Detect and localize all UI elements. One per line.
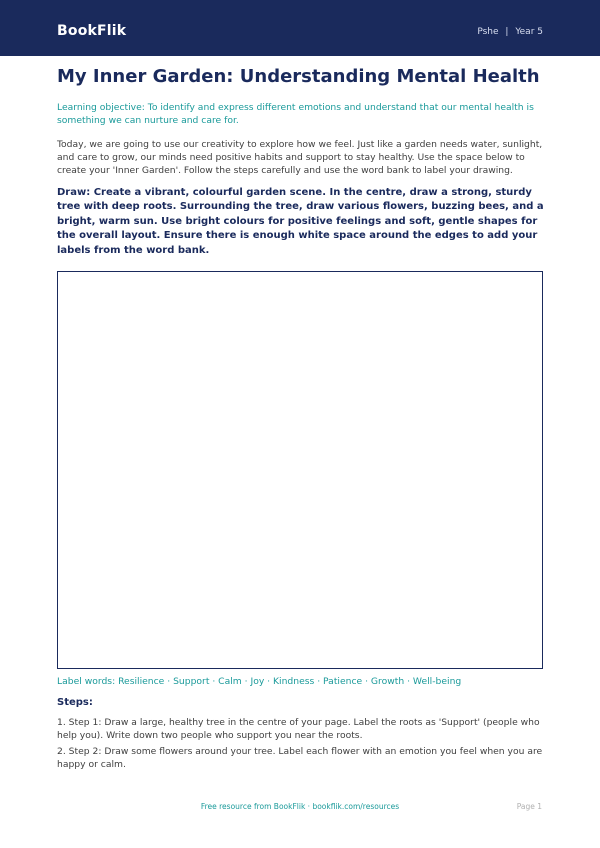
word-bank: Label words: Resilience · Support · Calm · Joy · Kindness · Patience · Growth · Well-being	[57, 676, 462, 687]
subject-label: Pshe	[477, 27, 499, 37]
draw-instruction: Draw: Create a vibrant, colourful garden scene. In the centre, draw a strong, sturdy tree with deep roots. Surrounding the tree, draw various flowers, buzzing bees, and a bright, warm sun. Use bright colours for positive feelings and soft, gentle shapes for the overall layout. Ensure there is enough white space around the edges to add your labels from the word bank.	[57, 187, 544, 256]
header-separator: |	[505, 27, 509, 37]
year-label: Year 5	[515, 27, 543, 37]
steps-heading: Steps:	[57, 697, 93, 708]
header-bar	[0, 0, 600, 56]
subject-year-label	[477, 27, 543, 37]
learning-objective: Learning objective: To identify and express different emotions and understand that our mental health is something we can nurture and care for.	[57, 102, 534, 126]
footer-link[interactable]: Free resource from BookFlik · bookflik.com/resources	[200, 802, 400, 811]
page-title: My Inner Garden: Understanding Mental Health	[57, 66, 540, 87]
page-number: Page 1	[516, 802, 542, 811]
step-item: 2. Step 2: Draw some flowers around your tree. Label each flower with an emotion you feel when you are happy or calm.	[57, 746, 543, 770]
brand-logo-text: BookFlik	[57, 23, 127, 39]
drawing-area[interactable]	[57, 271, 543, 669]
step-item: 1. Step 1: Draw a large, healthy tree in the centre of your page. Label the roots as 'Support' (people who help you). Write down two people who support you near the roots.	[57, 717, 540, 741]
intro-paragraph: Today, we are going to use our creativity to explore how we feel. Just like a garden needs water, sunlight, and care to grow, our minds need positive habits and support to stay healthy. Use the space below to create your 'Inner Garden'. Follow the steps carefully and use the word bank to label your drawing.	[57, 139, 543, 176]
